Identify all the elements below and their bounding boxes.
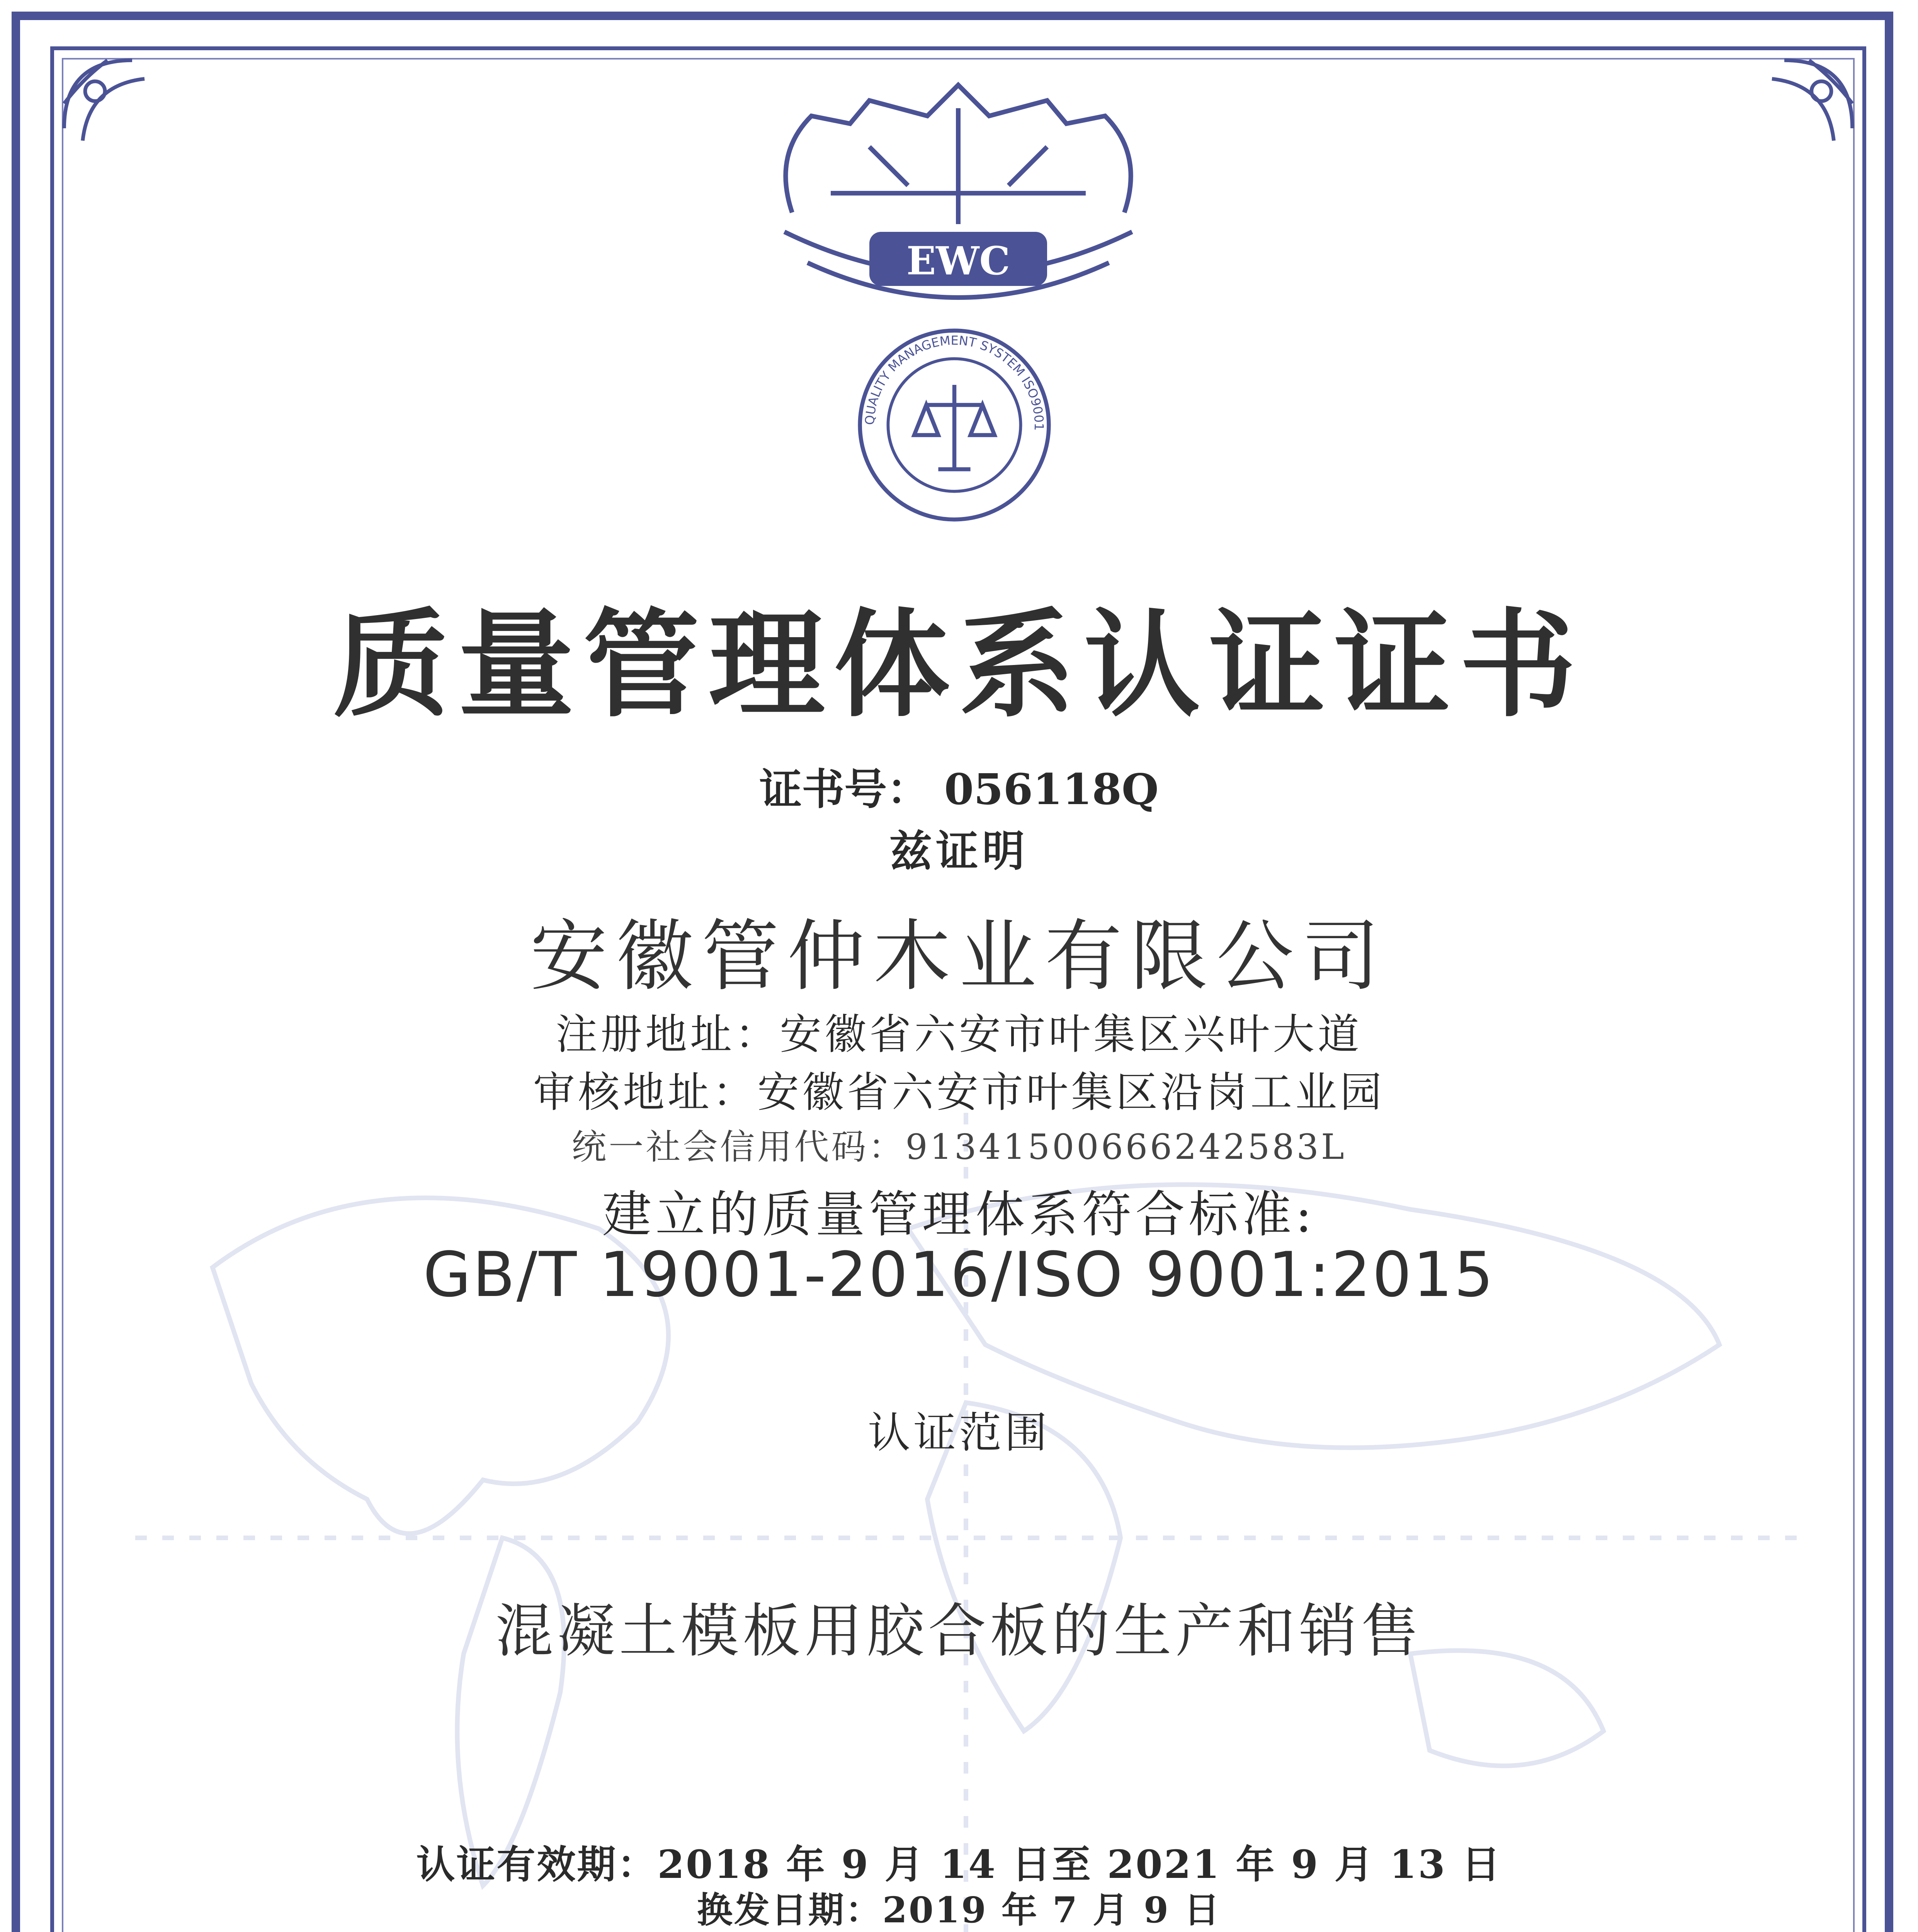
audit-address: 审核地址：安徽省六安市叶集区沿岗工业园	[533, 1068, 1385, 1117]
validity-period: 认证有效期：2018 年 9 月 14 日至 2021 年 9 月 13 日	[416, 1842, 1502, 1887]
certificate-number: 证书号： 056118Q	[759, 764, 1159, 814]
corner-ornament-icon	[1735, 54, 1858, 178]
qms-ring-text: QUALITY MANAGEMENT SYSTEM ISO9001	[862, 333, 1047, 431]
corner-ornament-icon	[58, 54, 182, 178]
standard: GB/T 19001-2016/ISO 9001:2015	[423, 1238, 1495, 1311]
standard-intro: 建立的质量管理体系符合标准:	[602, 1186, 1316, 1243]
company-name: 安徽管仲木业有限公司	[530, 912, 1388, 1002]
hereby-certify: 兹证明	[889, 826, 1029, 876]
registered-address: 注册地址：安徽省六安市叶集区兴叶大道	[555, 1010, 1362, 1059]
ewc-crest-logo	[753, 77, 1163, 340]
certification-scope: 混凝土模板用胶合板的生产和销售	[495, 1598, 1423, 1665]
issue-date: 换发日期：2019 年 7 月 9 日	[697, 1889, 1221, 1931]
certificate-title: 质量管理体系认证证书	[333, 598, 1585, 733]
qms-iso9001-seal	[854, 325, 1055, 526]
credit-code: 统一社会信用代码：91341500666242583L	[571, 1127, 1347, 1167]
scope-heading: 认证范围	[868, 1408, 1050, 1458]
ewc-brand: EWC	[906, 238, 1010, 284]
